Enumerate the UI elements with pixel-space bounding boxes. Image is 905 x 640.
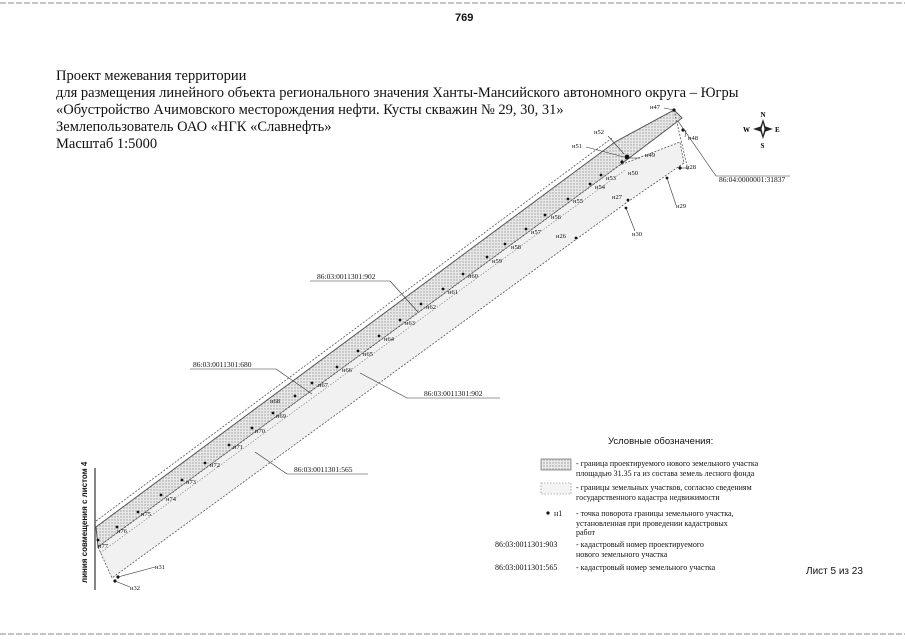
legend-item-point <box>576 509 746 538</box>
legend-item-new-cadastral <box>576 540 726 559</box>
legend-point-marker <box>546 511 549 514</box>
legend-sample: 86:03:0011301:565 <box>495 563 558 572</box>
point-label: н57 <box>531 229 541 236</box>
point-label: н31 <box>155 564 165 571</box>
compass-rose <box>743 111 780 150</box>
legend-swatch-proposed <box>541 459 571 470</box>
parcel-boundary-upper <box>96 138 612 521</box>
turning-point <box>160 494 163 497</box>
point-label: н60 <box>468 273 478 280</box>
point-label: н70 <box>255 428 265 435</box>
point-label: н49 <box>645 152 655 159</box>
point-label: н32 <box>130 585 140 592</box>
turning-point <box>525 228 528 231</box>
header-land-user: Землепользователь ОАО «НГК «Славнефть» <box>56 119 332 135</box>
point-label: н56 <box>551 214 561 221</box>
point-label: н62 <box>426 304 436 311</box>
header-scale: Масштаб 1:5000 <box>56 136 158 152</box>
turning-point <box>575 237 578 240</box>
compass-east: E <box>775 126 780 134</box>
turning-point <box>625 155 630 160</box>
legend-item-point-sample <box>554 509 562 519</box>
point-label: н53 <box>606 175 616 182</box>
point-label: н77 <box>98 543 108 550</box>
header-title: Проект межевания территории <box>56 68 247 84</box>
cadastral-number-label: 86:04:0000001:31837 <box>719 175 786 184</box>
point-label: н71 <box>233 444 243 451</box>
legend-text: - граница проектируемого нового земельного участка площадью 31.35 га из состава земель лесного фонда <box>576 459 759 478</box>
point-label: н48 <box>688 135 698 142</box>
turning-point <box>399 319 402 322</box>
legend-sample: 86:03:0011301:903 <box>495 540 558 549</box>
legend-item-cadastral <box>576 563 746 573</box>
point-label: н66 <box>342 367 352 374</box>
turning-point <box>272 412 275 415</box>
point-label: н51 <box>572 143 582 150</box>
legend-text: - границы земельных участков, согласно сведениям государственного кадастра недвижимости <box>576 483 752 502</box>
compass-west: W <box>743 126 750 134</box>
compass-south: S <box>760 142 765 150</box>
turning-point <box>137 511 140 514</box>
turning-point <box>567 198 570 201</box>
point-label: н63 <box>405 320 415 327</box>
cadastral-number-label: 86:03:0011301:565 <box>294 465 353 474</box>
point-label: н73 <box>186 479 196 486</box>
turning-point <box>378 335 381 338</box>
point-label: н69 <box>276 413 286 420</box>
point-label: н74 <box>166 496 176 503</box>
turning-point <box>251 427 254 430</box>
turning-point <box>357 350 360 353</box>
point-label: н58 <box>511 244 521 251</box>
legend-text: - точка поворота границы земельного участка, установленная при проведении кадастровых работ <box>576 509 734 537</box>
turning-point <box>544 214 547 217</box>
compass-north: N <box>760 111 766 119</box>
legend-item-proposed <box>576 459 791 478</box>
sheet-counter: Лист 5 из 23 <box>806 566 863 577</box>
proposed-parcel-strip <box>96 110 682 547</box>
cadastral-number-label: 86:03:0011301:680 <box>193 360 252 369</box>
point-label: н67 <box>318 382 328 389</box>
point-label: н47 <box>650 104 660 111</box>
sheet-join-label: линия совмещения с листом 4 <box>80 461 89 583</box>
point-label: н68 <box>270 398 280 405</box>
turning-point <box>589 183 592 186</box>
cadastral-number-label: 86:03:0011301:902 <box>424 389 483 398</box>
point-label: н54 <box>595 184 605 191</box>
turning-point <box>311 382 314 385</box>
turning-point <box>420 303 423 306</box>
turning-point <box>600 174 603 177</box>
point-label: н50 <box>628 170 638 177</box>
point-label: н29 <box>676 203 686 210</box>
turning-point <box>627 199 630 202</box>
turning-point <box>97 539 100 542</box>
turning-point <box>486 256 489 259</box>
point-label: н30 <box>632 231 642 238</box>
point-label: н75 <box>141 511 151 518</box>
turning-point <box>336 366 339 369</box>
page-number: 769 <box>455 12 474 24</box>
point-label: н27 <box>612 194 622 201</box>
turning-point <box>228 444 231 447</box>
point-label: н52 <box>594 129 604 136</box>
legend-text: - кадастровый номер проектируемого нового земельного участка <box>576 540 704 559</box>
point-label: н61 <box>448 289 458 296</box>
turning-point <box>442 288 445 291</box>
point-label: н65 <box>363 351 373 358</box>
turning-point <box>294 395 297 398</box>
legend-swatch-existing <box>541 483 571 494</box>
legend-item-cadastral-sample <box>495 563 557 573</box>
turning-point <box>181 479 184 482</box>
turning-point <box>620 160 623 163</box>
legend-item-new-cadastral-sample <box>495 540 557 550</box>
point-label: н26 <box>556 233 566 240</box>
legend-title: Условные обозначения: <box>608 436 714 447</box>
turning-point <box>462 273 465 276</box>
point-label: н76 <box>117 528 127 535</box>
point-label: н28 <box>686 164 696 171</box>
parcel-boundary-mid <box>100 170 625 553</box>
point-label: н59 <box>492 258 502 265</box>
legend-item-existing <box>576 483 786 502</box>
point-label: н55 <box>573 198 583 205</box>
cadastral-number-label: 86:03:0011301:902 <box>317 272 376 281</box>
legend-text: - кадастровый номер земельного участка <box>576 563 716 572</box>
header-project: «Обустройство Ачимовского месторождения нефти. Кусты скважин № 29, 30, 31» <box>56 102 564 118</box>
header-purpose: для размещения линейного объекта регионального значения Ханты-Мансийского автономного округа – Югры <box>56 85 739 101</box>
point-label: н72 <box>210 462 220 469</box>
turning-point <box>204 462 207 465</box>
point-label: н64 <box>384 336 394 343</box>
turning-point <box>504 243 507 246</box>
legend-sample: н1 <box>554 509 563 518</box>
